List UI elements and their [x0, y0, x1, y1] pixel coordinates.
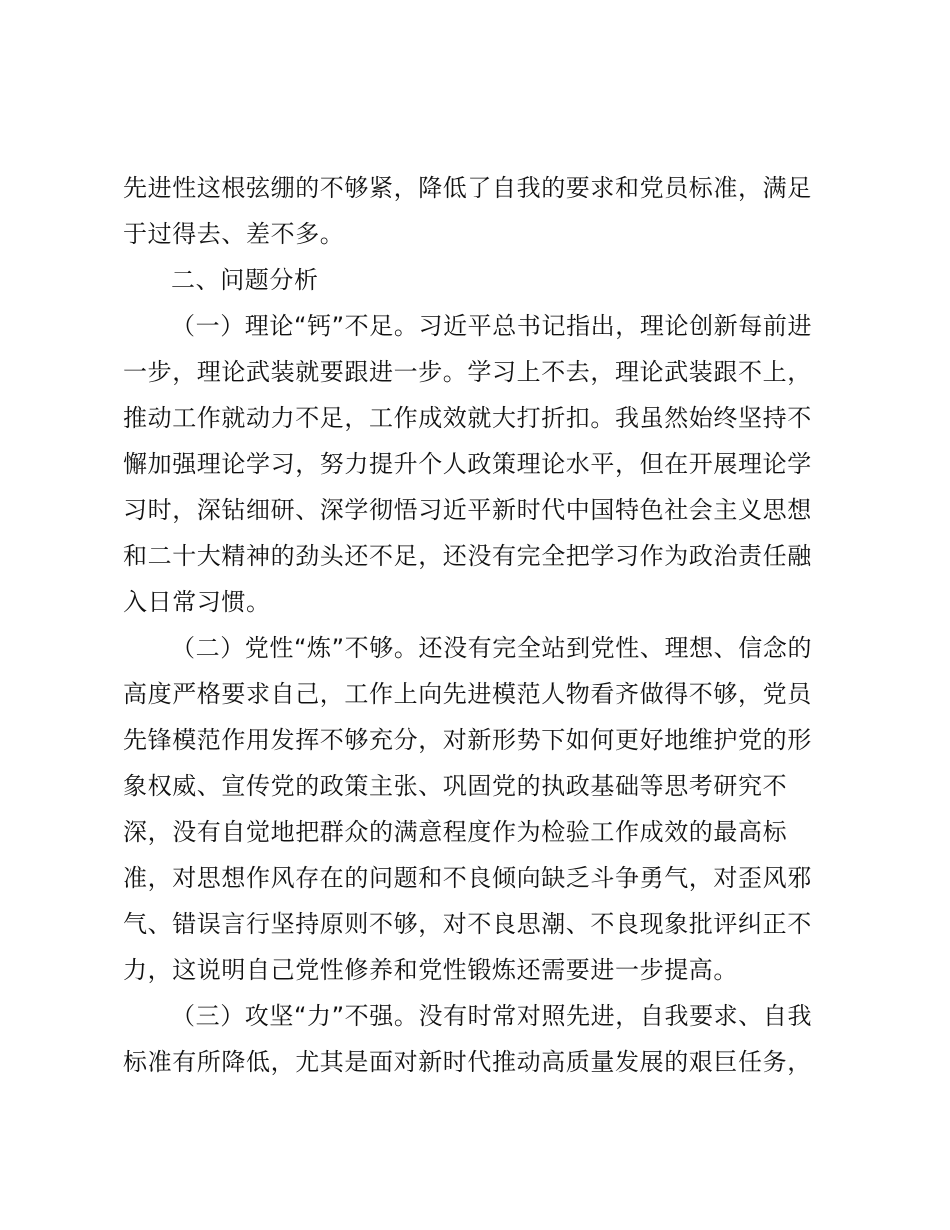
- text-line: 高度严格要求自己，工作上向先进模范人物看齐做得不够，党员: [123, 680, 812, 708]
- text-line: 标准有所降低，尤其是面对新时代推动高质量发展的艰巨任务，: [123, 1048, 812, 1076]
- text-line: 先锋模范作用发挥不够充分，对新形势下如何更好地维护党的形: [123, 726, 812, 754]
- text-line: 习时，深钻细研、深学彻悟习近平新时代中国特色社会主义思想: [123, 496, 812, 524]
- section-heading: 二、问题分析: [171, 266, 319, 294]
- text-line: 先进性这根弦绷的不够紧，降低了自我的要求和党员标准，满足: [123, 174, 812, 202]
- text-line: 气、错误言行坚持原则不够，对不良思潮、不良现象批评纠正不: [123, 910, 812, 938]
- text-line: 推动工作就动力不足，工作成效就大打折扣。我虽然始终坚持不: [123, 404, 812, 432]
- text-line: 力，这说明自己党性修养和党性锻炼还需要进一步提高。: [123, 956, 738, 984]
- text-line: 和二十大精神的劲头还不足，还没有完全把学习作为政治责任融: [123, 542, 812, 570]
- text-line: 懈加强理论学习，努力提升个人政策理论水平，但在开展理论学: [123, 450, 812, 478]
- text-line: 象权威、宣传党的政策主张、巩固党的执政基础等思考研究不: [123, 772, 788, 800]
- text-line: 深，没有自觉地把群众的满意程度作为检验工作成效的最高标: [123, 818, 788, 846]
- text-line: 入日常习惯。: [123, 588, 271, 616]
- text-line: 一步，理论武装就要跟进一步。学习上不去，理论武装跟不上，: [123, 358, 812, 386]
- text-line: 于过得去、差不多。: [123, 220, 345, 248]
- paragraph-start: （一）理论“钙”不足。习近平总书记指出，理论创新每前进: [171, 312, 813, 340]
- paragraph-start: （二）党性“炼”不够。还没有完全站到党性、理想、信念的: [171, 634, 813, 662]
- paragraph-start: （三）攻坚“力”不强。没有时常对照先进，自我要求、自我: [171, 1002, 813, 1030]
- text-line: 准，对思想作风存在的问题和不良倾向缺乏斗争勇气，对歪风邪: [123, 864, 812, 892]
